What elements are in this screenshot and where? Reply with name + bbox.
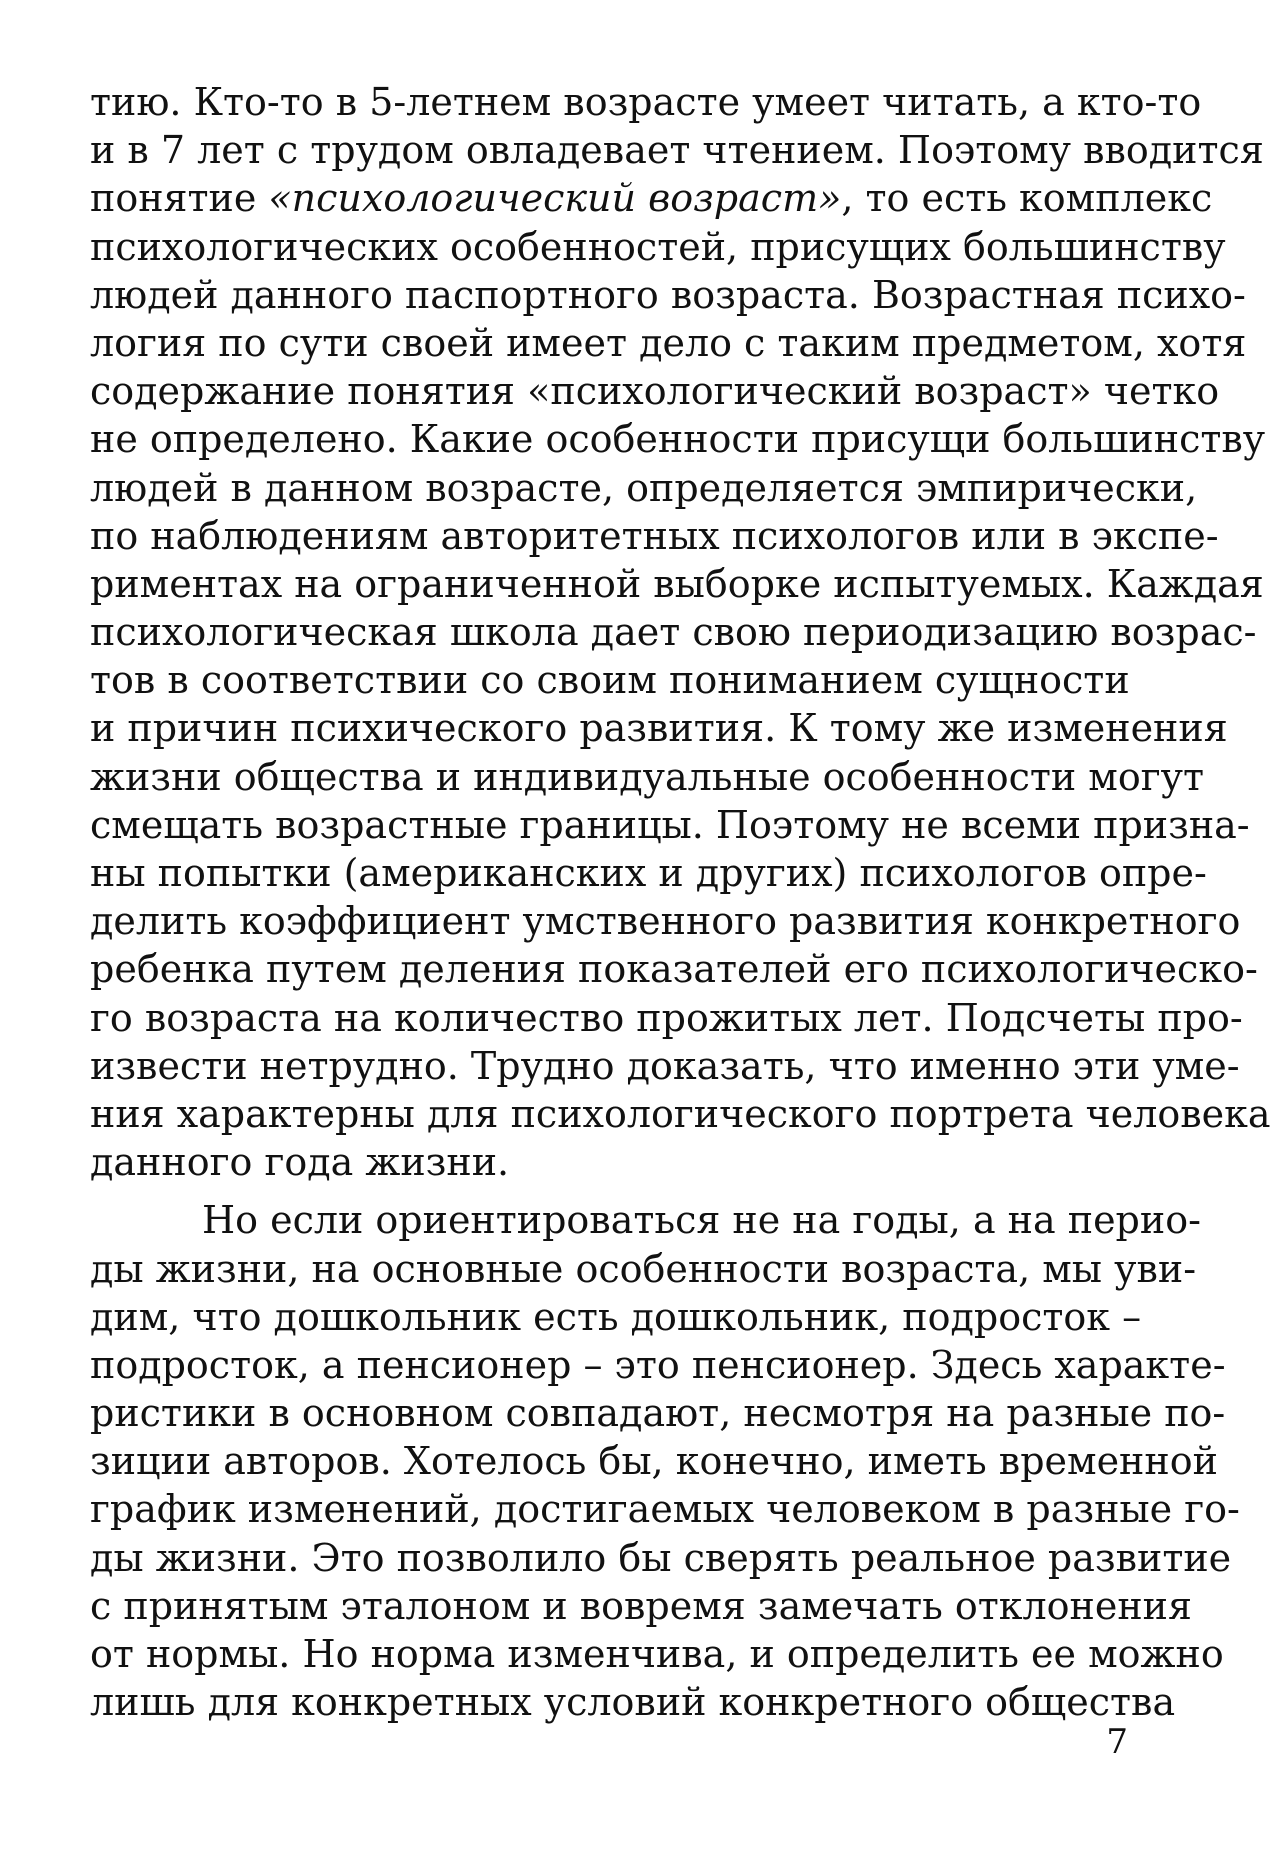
italic-term: «психологический возраст» <box>268 176 842 221</box>
text-line: график изменений, достигаемых человеком в разные го- <box>90 1487 1240 1532</box>
paragraph-1 <box>90 78 1271 1186</box>
text-line <box>90 174 1213 222</box>
text-line: людей данного паспортного возраста. Возрастная психо- <box>90 272 1246 317</box>
text-segment: понятие <box>90 176 269 221</box>
text-line: риментах на ограниченной выборке испытуемых. Каждая <box>90 561 1264 606</box>
text-line: людей в данном возрасте, определяется эмпирически, <box>90 465 1198 510</box>
text-line: Но если ориентироваться не на годы, а на перио- <box>202 1198 1201 1243</box>
text-line: ния характерны для психологического портрета человека <box>90 1091 1271 1136</box>
text-line: не определено. Какие особенности присущи большинству <box>90 417 1266 462</box>
text-line: логия по сути своей имеет дело с таким предметом, хотя <box>90 320 1247 365</box>
text-line: смещать возрастные границы. Поэтому не всеми призна- <box>90 802 1250 847</box>
text-line: дим, что дошкольник есть дошкольник, подросток – <box>90 1294 1142 1339</box>
text-line: и в 7 лет с трудом овладевает чтением. Поэтому вводится <box>90 128 1264 173</box>
text-line: тов в соответствии со своим пониманием сущности <box>90 658 1130 703</box>
text-line: с принятым эталоном и вовремя замечать отклонения <box>90 1583 1192 1628</box>
text-segment: , то есть комплекс <box>841 176 1213 221</box>
text-line: психологическая школа дает свою периодизацию возрас- <box>90 610 1257 655</box>
text-line: делить коэффициент умственного развития конкретного <box>90 899 1241 944</box>
text-line: подросток, а пенсионер – это пенсионер. Здесь характе- <box>90 1342 1226 1387</box>
text-line: жизни общества и индивидуальные особенности могут <box>90 754 1205 799</box>
paragraph-2 <box>90 1196 1240 1726</box>
text-line: лишь для конкретных условий конкретного общества <box>90 1680 1176 1725</box>
text-line: по наблюдениям авторитетных психологов или в экспе- <box>90 513 1219 558</box>
text-line: зиции авторов. Хотелось бы, конечно, иметь временной <box>90 1439 1218 1484</box>
text-line: ристики в основном совпадают, несмотря на разные по- <box>90 1391 1226 1436</box>
text-line: ды жизни, на основные особенности возраста, мы уви- <box>90 1246 1197 1291</box>
page-number: 7 <box>1106 1722 1128 1762</box>
text-line: тию. Кто-то в 5-летнем возрасте умеет читать, а кто-то <box>90 80 1202 124</box>
text-line: от нормы. Но норма изменчива, и определить ее можно <box>90 1632 1224 1676</box>
text-line: и причин психического развития. К тому же изменения <box>90 706 1228 751</box>
text-line: данного года жизни. <box>90 1140 510 1185</box>
text-line: содержание понятия «психологический возраст» четко <box>90 369 1220 414</box>
text-line: го возраста на количество прожитых лет. Подсчеты про- <box>90 995 1243 1040</box>
page-body <box>90 78 1271 1726</box>
text-line: психологических особенностей, присущих большинству <box>90 224 1226 269</box>
text-line: ребенка путем деления показателей его психологическо- <box>90 947 1258 992</box>
text-line: ды жизни. Это позволило бы сверять реальное развитие <box>90 1535 1232 1580</box>
text-line: извести нетрудно. Трудно доказать, что именно эти уме- <box>90 1043 1240 1088</box>
text-line: ны попытки (американских и других) психологов опре- <box>90 851 1207 895</box>
